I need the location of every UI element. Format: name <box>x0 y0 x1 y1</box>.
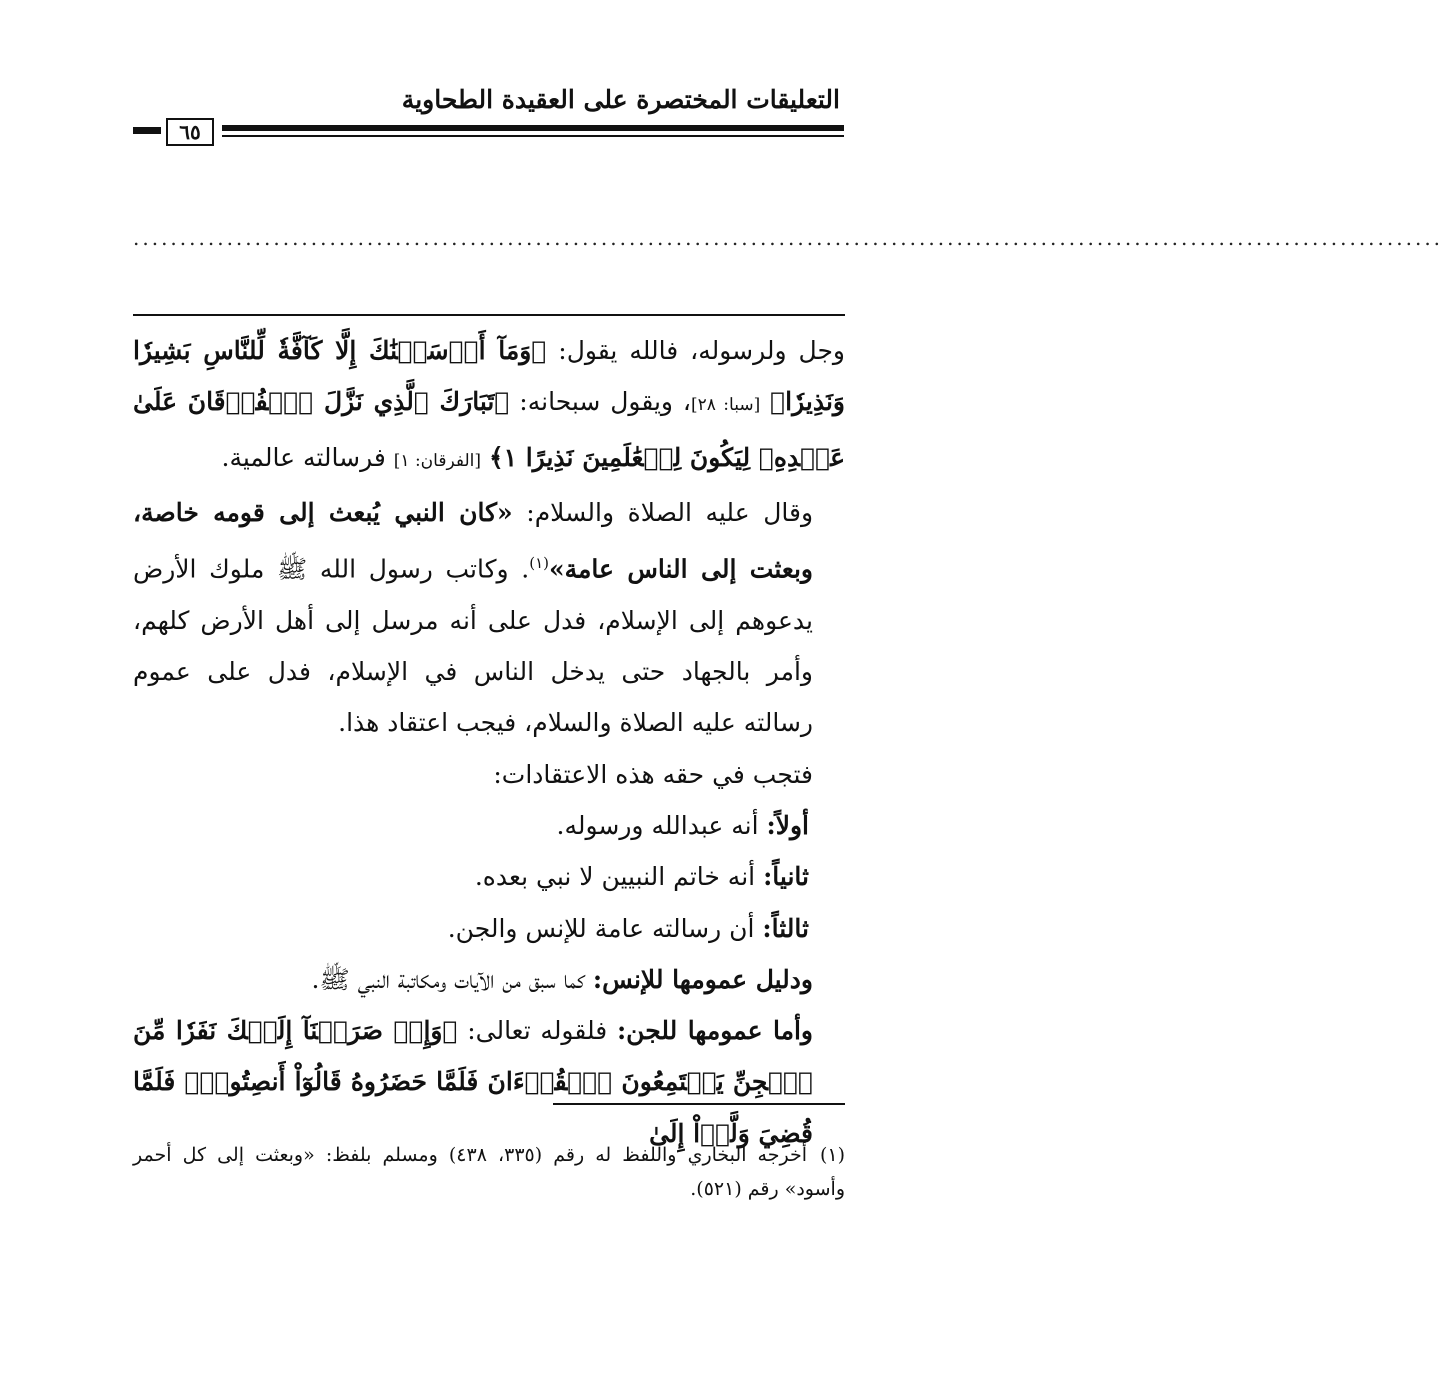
creed-item-label: أولاً: <box>766 811 809 840</box>
creed-item-label: ثالثاً: <box>762 913 809 943</box>
running-title: التعليقات المختصرة على العقيدة الطحاوية <box>401 85 840 114</box>
verse-reference-furqan: [الفرقان: ١] <box>393 450 481 471</box>
paragraph-2 <box>133 487 845 749</box>
paragraph-1-lead: وجل ولرسوله، فالله يقول: <box>546 336 845 365</box>
paragraph-1-tail: فرسالته عالمية. <box>221 442 394 472</box>
quran-verse-saba: ﴿وَمَآ أَرۡسَلۡنَٰكَ إِلَّا كَآفَّةٗ لِّلنَّاسِ بَشِيرٗا وَنَذِيرٗا﴾ <box>133 336 845 417</box>
paragraph-4 <box>133 954 845 1005</box>
footnote-quote: «وبعثت إلى كل أحمر وأسود» <box>133 1144 845 1200</box>
quran-verse-ahqaf: ﴿وَإِذۡ صَرَفۡنَآ إِلَيۡكَ نَفَرٗا مِّنَ ٱلۡجِنِّ يَسۡتَمِعُونَ ٱلۡقُرۡءَانَ فَلَمَّا حَضَرُوهُ قَالُوٓاْ أَنصِتُواْۖ فَلَمَّا قُضِيَ وَلَّوۡاْ إِلَىٰ <box>133 1016 813 1148</box>
footnote-marker[interactable]: (١) <box>529 554 549 573</box>
header-rule-left-dash <box>133 127 161 134</box>
header-rule-underline <box>222 135 844 137</box>
paragraph-2-lead: وقال عليه الصلاة والسلام: <box>512 497 814 527</box>
creed-item-3 <box>133 903 845 954</box>
footnote-rule <box>553 1103 845 1105</box>
paragraph-1 <box>133 325 845 487</box>
paragraph-5-label: وأما عمومها للجن: <box>616 1016 813 1046</box>
page-number: ٦٥ <box>166 118 214 146</box>
creed-item-1 <box>133 800 845 851</box>
section-rule <box>133 314 845 316</box>
footnote-1 <box>133 1138 845 1206</box>
footnotes <box>133 1138 845 1206</box>
dotted-separator: ............................................................................................................................................ <box>133 226 1443 250</box>
paragraph-2-tail: . وكاتب رسول الله ﷺ ملوك الأرض يدعوهم إلى الإسلام، فدل على أنه مرسل إلى أهل الأرض كلهم، وأمر بالجهاد حتى يدخل الناس في الإسلام، فدل على عموم رسالته عليه الصلاة والسلام، فيجب اعتقاد هذا. <box>133 554 813 738</box>
paragraph-1-mid: ، ويقول سبحانه: <box>509 387 691 417</box>
main-text <box>133 325 845 1159</box>
paragraph-4-label: ودليل عمومها للإنس: <box>592 964 813 994</box>
hadith-quote: «كان النبي يُبعث إلى قومه خاصة، وبعثت إلى الناس عامة» <box>133 497 813 584</box>
verse-reference-saba: [سبا: ٢٨] <box>691 395 761 416</box>
creed-item-text: أنه خاتم النبيين لا نبي بعده. <box>474 862 764 892</box>
paragraph-5 <box>133 1005 845 1159</box>
creed-item-2 <box>133 851 845 902</box>
creed-item-text: أنه عبدالله ورسوله. <box>556 811 767 840</box>
paragraph-4-text: كما سبق من الآيات ومكاتبة النبي ﷺ. <box>311 964 593 994</box>
paragraph-5-lead: فلقوله تعالى: <box>457 1016 617 1046</box>
footnote-tail: رقم (٥٢١). <box>690 1178 785 1200</box>
footnote-text: أخرجه البخاري واللفظ له رقم (٣٣٥، ٤٣٨) ومسلم بلفظ: <box>314 1144 807 1166</box>
creed-item-label: ثانياً: <box>763 862 809 892</box>
header-rule <box>222 125 844 131</box>
creed-item-text: أن رسالته عامة للإنس والجن. <box>447 913 763 943</box>
footnote-number: (١) <box>819 1144 845 1166</box>
paragraph-3: فتجب في حقه هذه الاعتقادات: <box>493 759 813 789</box>
quran-verse-furqan: ﴿تَبَارَكَ ٱلَّذِي نَزَّلَ ٱلۡفُرۡقَانَ عَلَىٰ عَبۡدِهِۦ لِيَكُونَ لِلۡعَٰلَمِينَ نَذِيرًا ١﴾ <box>133 387 845 472</box>
